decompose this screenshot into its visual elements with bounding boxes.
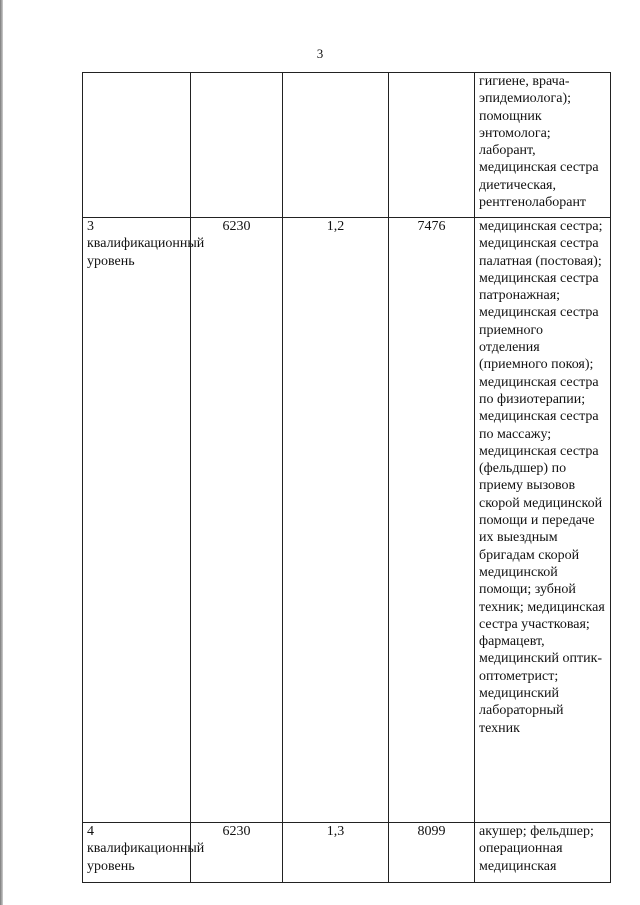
positions-text: акушер; фельдшер; операционная медицинская — [479, 824, 594, 874]
coefficient-cell — [283, 218, 389, 823]
salary-value: 6230 — [222, 824, 251, 839]
coefficient-value: 1,2 — [326, 219, 345, 234]
table-row — [83, 823, 611, 883]
coefficient-value: 1,3 — [326, 824, 345, 839]
qualification-level-number: 4 — [87, 824, 94, 839]
page-number: 3 — [316, 46, 324, 61]
total-cell — [389, 823, 475, 883]
qualification-table — [82, 72, 611, 883]
salary-value: 6230 — [222, 219, 251, 234]
qualification-level-label: квалификационный уровень — [87, 841, 205, 874]
qualification-level-cell — [83, 73, 191, 218]
salary-cell — [191, 218, 283, 823]
positions-cell — [475, 823, 611, 883]
table-row — [83, 218, 611, 823]
qualification-level-number: 3 — [87, 219, 94, 234]
qualification-level-label: квалификационный уровень — [87, 236, 205, 269]
total-cell — [389, 218, 475, 823]
coefficient-cell — [283, 823, 389, 883]
total-value: 8099 — [417, 824, 446, 839]
table-row — [83, 73, 611, 218]
total-cell — [389, 73, 475, 218]
salary-cell — [191, 73, 283, 218]
qualification-level-cell — [83, 218, 205, 823]
positions-cell — [475, 73, 611, 218]
qualification-level-cell — [83, 823, 205, 883]
positions-text: гигиене, врача-эпидемиолога); помощник энтомолога; лаборант, медицинская сестра диетическая, рентгенолаборант — [479, 74, 599, 211]
coefficient-cell — [283, 73, 389, 218]
positions-cell — [475, 218, 611, 823]
total-value: 7476 — [417, 219, 446, 234]
positions-text: медицинская сестра; медицинская сестра палатная (постовая); медицинская сестра патронажная; медицинская сестра приемного отделения (приемного покоя); медицинская сестра по физиотерапии; медицинская сестра по массажу; медицинская сестра (фельдшер) по приему вызовов скорой медицинской помощи и передаче их выездным бригадам скорой медицинской помощи; зубной техник; медицинская сестра участковая; фармацевт, медицинский оптик-оптометрист; медицинский лабораторный техник — [479, 219, 605, 736]
salary-cell — [191, 823, 283, 883]
scan-edge — [0, 0, 3, 905]
